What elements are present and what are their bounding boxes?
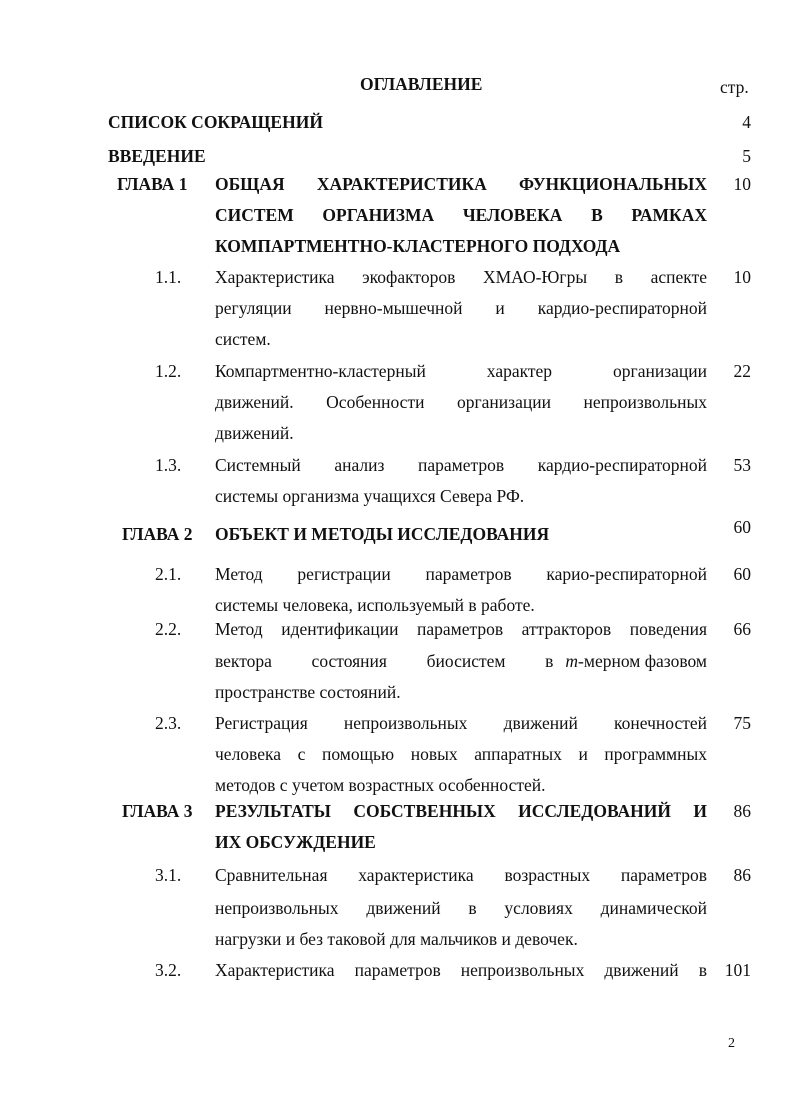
section-title-line: вектора состояния биосистем в: [215, 651, 554, 671]
section-number: 1.2.: [155, 361, 182, 381]
chapter-title-line: РЕЗУЛЬТАТЫ СОБСТВЕННЫХ ИССЛЕДОВАНИЙ И: [215, 801, 707, 821]
section-number: 2.2.: [155, 619, 182, 639]
section-page: 101: [724, 960, 751, 980]
chapter-title-line: КОМПАРТМЕНТНО-КЛАСТЕРНОГО ПОДХОДА: [215, 236, 621, 256]
section-title-line-tail: [565, 650, 707, 672]
page-column-header: стр.: [720, 77, 749, 97]
section-title-line: человека с помощью новых аппаратных и программных: [215, 744, 707, 764]
section-title-line: Метод идентификации параметров аттракторов поведения: [215, 619, 707, 639]
section-title-line: Метод регистрации параметров карио-респираторной: [215, 564, 707, 584]
section-title-line: Характеристика экофакторов ХМАО-Югры в аспекте: [215, 267, 707, 287]
toc-introduction-page: 5: [742, 146, 751, 166]
section-title-line: пространстве состояний.: [215, 682, 401, 702]
section-title-line: нагрузки и без таковой для мальчиков и девочек.: [215, 929, 578, 949]
section-number: 3.2.: [155, 960, 182, 980]
section-title-line: методов с учетом возрастных особенностей.: [215, 775, 546, 795]
chapter-label: ГЛАВА 3: [122, 801, 193, 821]
italic-m: m: [565, 651, 579, 671]
section-title-line-mixed: [215, 650, 707, 672]
chapter-label: ГЛАВА 2: [122, 524, 193, 544]
toc-title: ОГЛАВЛЕНИЕ: [360, 74, 483, 94]
chapter-page: 86: [733, 801, 751, 821]
section-number: 1.1.: [155, 267, 182, 287]
section-title-line: систем.: [215, 329, 271, 349]
section-page: 53: [733, 455, 751, 475]
section-title-line: регуляции нервно-мышечной и кардио-респираторной: [215, 298, 707, 318]
chapter-title-line: ИХ ОБСУЖДЕНИЕ: [215, 832, 376, 852]
section-number: 2.1.: [155, 564, 182, 584]
section-title-line-rest: -мерном фазовом: [578, 651, 707, 671]
section-title-line: движений.: [215, 423, 294, 443]
section-page: 75: [733, 713, 751, 733]
chapter-label: ГЛАВА 1: [117, 174, 188, 194]
section-title-line: Системный анализ параметров кардио-респираторной: [215, 455, 707, 475]
page-number: 2: [728, 1036, 735, 1051]
section-number: 1.3.: [155, 455, 182, 475]
chapter-title-line: ОБЪЕКТ И МЕТОДЫ ИССЛЕДОВАНИЯ: [215, 524, 550, 544]
section-page: 10: [733, 267, 751, 287]
section-title-line: движений. Особенности организации непроизвольных: [215, 392, 707, 412]
section-page: 60: [733, 564, 751, 584]
section-title-line: Характеристика параметров непроизвольных движений в: [215, 960, 707, 980]
section-title-line: Регистрация непроизвольных движений конечностей: [215, 713, 707, 733]
section-title-line: непроизвольных движений в условиях динамической: [215, 898, 707, 918]
toc-abbreviations-page: 4: [742, 112, 751, 132]
section-title-line: системы организма учащихся Севера РФ.: [215, 486, 525, 506]
chapter-page: 10: [733, 174, 751, 194]
toc-abbreviations: СПИСОК СОКРАЩЕНИЙ: [108, 112, 323, 132]
section-title-line: Компартментно-кластерный характер организации: [215, 361, 707, 381]
section-number: 3.1.: [155, 865, 182, 885]
toc-introduction: ВВЕДЕНИЕ: [108, 146, 206, 166]
section-page: 66: [733, 619, 751, 639]
section-number: 2.3.: [155, 713, 182, 733]
section-page: 86: [733, 865, 751, 885]
section-page: 22: [733, 361, 751, 381]
chapter-page: 60: [733, 517, 751, 537]
chapter-title-line: СИСТЕМ ОРГАНИЗМА ЧЕЛОВЕКА В РАМКАХ: [215, 205, 707, 225]
section-title-line: системы человека, используемый в работе.: [215, 595, 535, 615]
chapter-title-line: ОБЩАЯ ХАРАКТЕРИСТИКА ФУНКЦИОНАЛЬНЫХ: [215, 174, 707, 194]
section-title-line: Сравнительная характеристика возрастных параметров: [215, 865, 707, 885]
